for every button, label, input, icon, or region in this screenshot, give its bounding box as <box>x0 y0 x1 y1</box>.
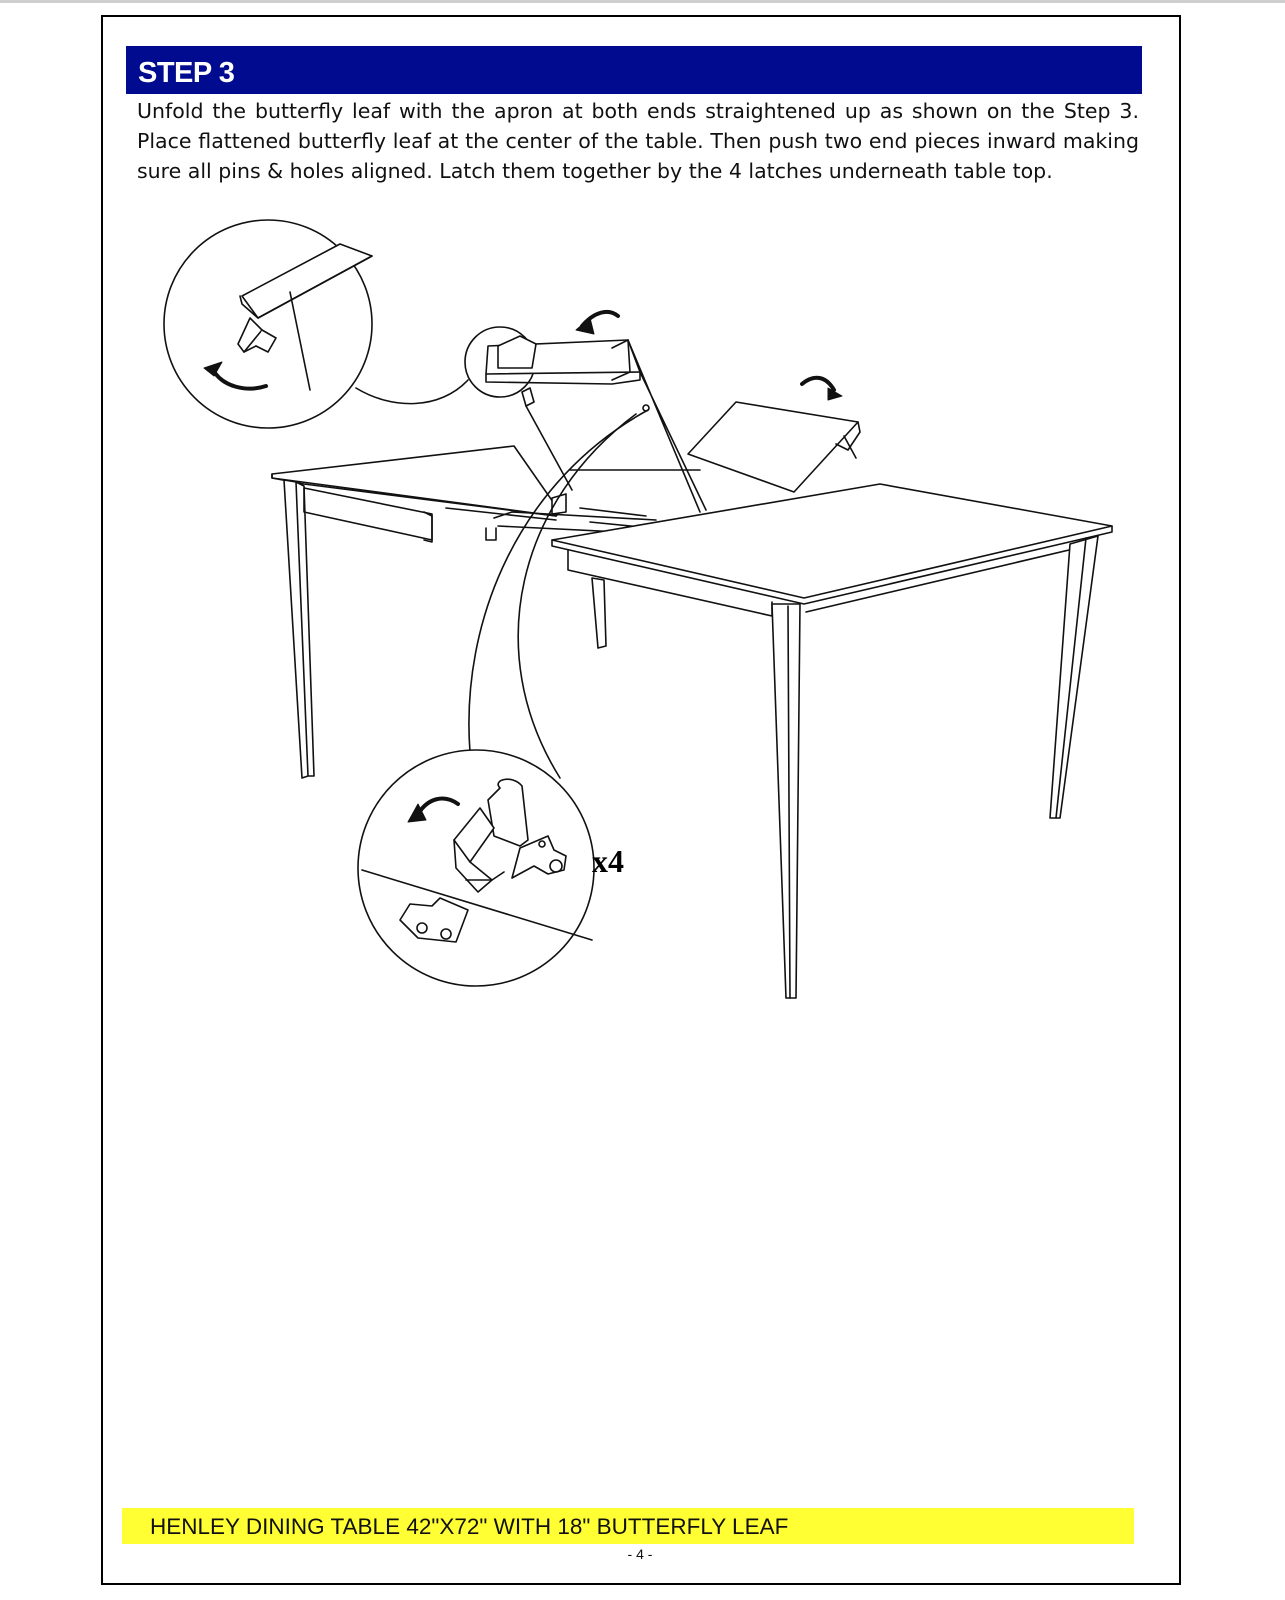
detail-connector <box>356 380 468 404</box>
table-end-right <box>552 484 1112 998</box>
step-instructions: Unfold the butterfly leaf with the apron at both ends straightened up as shown on the Step 3. Place flattened butterfly leaf at the center of the table. Then push two end pieces inward making sure all pins & holes aligned. Latch them together by the 4 latches underneath table top. <box>137 99 1139 183</box>
product-title-footer: HENLEY DINING TABLE 42"X72" WITH 18" BUTTERFLY LEAF <box>122 1508 1134 1544</box>
butterfly-leaf-right <box>688 402 860 492</box>
page-number: - 4 - <box>627 1546 653 1562</box>
latch-connector-inner <box>518 414 636 778</box>
fold-arrow-left-icon <box>576 312 618 334</box>
step-title-banner: STEP 3 <box>126 46 1142 94</box>
latch-detail <box>358 750 594 986</box>
fold-arrow-right-icon <box>802 378 842 400</box>
latch-quantity-label: x4 <box>592 843 624 879</box>
apron-hinge-detail <box>164 220 372 428</box>
